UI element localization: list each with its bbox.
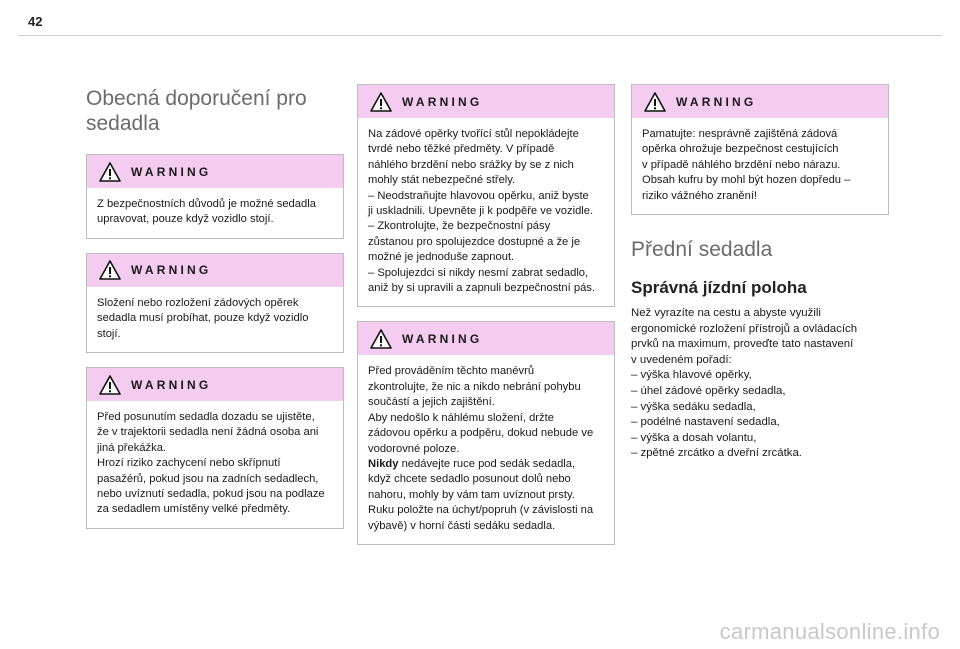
warning-text: Před posunutím sedadla dozadu se ujistěte, že v trajektorii sedadla není žádná osoba ani jiná překážka. Hrozí riziko zachycení nebo skřípnutí pasažérů, pokud jsou na zadních sedadlech, nebo uvíznutí sedadla, pokud jsou na podlaze za sedadlem umístěny velké předměty. bbox=[97, 411, 325, 516]
warning-triangle-icon bbox=[99, 260, 121, 280]
warning-header bbox=[358, 322, 614, 355]
column-3 bbox=[631, 84, 889, 462]
warning-label: WARNING bbox=[131, 377, 212, 392]
list-item: – zpětné zrcátko a dveřní zrcátka. bbox=[631, 447, 802, 460]
warning-box bbox=[357, 321, 615, 544]
subsection-title-driving-position: Správná jízdní poloha bbox=[631, 278, 807, 298]
column-2 bbox=[357, 84, 615, 559]
warning-label: WARNING bbox=[676, 94, 757, 109]
warning-label: WARNING bbox=[131, 164, 212, 179]
list-item: – výška sedáku sedadla, bbox=[631, 400, 756, 413]
list-item: – podélné nastavení sedadla, bbox=[631, 416, 780, 429]
page-number: 42 bbox=[28, 14, 43, 29]
warning-header bbox=[87, 254, 343, 287]
warning-text: Složení nebo rozložení zádových opěrek sedadla musí probíhat, pouze když vozidlo stojí. bbox=[97, 296, 309, 340]
watermark: carmanualsonline.info bbox=[719, 619, 940, 644]
warning-box bbox=[86, 253, 344, 353]
emphasis-word: Nikdy bbox=[368, 457, 399, 470]
list-item: – úhel zádové opěrky sedadla, bbox=[631, 385, 786, 397]
warning-header bbox=[632, 85, 888, 118]
list-item: – výška a dosah volantu, bbox=[631, 431, 757, 444]
warning-header bbox=[87, 368, 343, 401]
intro-paragraph: Než vyrazíte na cestu a abyste využili ergonomické rozložení přístrojů a ovládacích prvků na maximum, proveďte tato nastavení v uvedeném pořadí: – výška hlavové opěrky, – úhel zádové opěrky sedadla, – výška sedáku sedadla, – podélné nastavení sedadla, – výška a dosah volantu, – zpětné zrcátko a dveřní zrcátka. bbox=[631, 307, 858, 460]
warning-text: Před prováděním těchto manévrů zkontrolujte, že nic a nikdo nebrání pohybu součástí a jejich zajištění. Aby nedošlo k náhlému složení, držte zádovou opěrku a podpěru, dokud nebude ve vodorovné poloze. Nikdy nedávejte ruce pod sedák sedadla, když chcete sedadlo posunout dolů nebo nahoru, mohly by vám tam uvíznout prsty. Ruku položte na úchyt/popruh (v závislosti na výbavě) v horní části sedáku sedadla. bbox=[368, 365, 594, 532]
section-title-front-seats: Přední sedadla bbox=[631, 238, 773, 262]
section-title-general: Obecná doporučení pro sedadla bbox=[86, 87, 307, 135]
warning-header bbox=[358, 85, 614, 118]
warning-triangle-icon bbox=[99, 375, 121, 395]
warning-triangle-icon bbox=[370, 329, 392, 349]
warning-text: Z bezpečnostních důvodů je možné sedadla upravovat, pouze když vozidlo stojí. bbox=[97, 198, 316, 226]
list-item: – výška hlavové opěrky, bbox=[631, 369, 752, 382]
warning-box bbox=[357, 84, 615, 307]
warning-triangle-icon bbox=[644, 92, 666, 112]
warning-header bbox=[87, 155, 343, 188]
warning-text: Na zádové opěrky tvořící stůl nepokládejte tvrdé nebo těžké předměty. V případě náhlého brzdění nebo srážky by se z nich mohly stát nebezpečné střely. – Neodstraňujte hlavovou opěrku, aniž byste ji uskladnili. Upevněte ji k podpěře ve vozidle. – Zkontrolujte, že bezpečnostní pásy zůstanou pro spolujezdce dostupné a že je možné je jednoduše zapnout. – Spolujezdci si nikdy nesmí zabrat sedadlo, aniž by si upravili a zapnuli bezpečnostní pás. bbox=[368, 128, 595, 295]
warning-box bbox=[631, 84, 889, 215]
warning-label: WARNING bbox=[131, 263, 212, 278]
warning-label: WARNING bbox=[402, 94, 483, 109]
warning-label: WARNING bbox=[402, 331, 483, 346]
warning-text: Pamatujte: nesprávně zajištěná zádová opěrka ohrožuje bezpečnost cestujících v případě náhlého brzdění nebo nárazu. Obsah kufru by mohl být hozen dopředu – riziko vážného zranění! bbox=[642, 128, 851, 202]
warning-box bbox=[86, 154, 344, 239]
warning-triangle-icon bbox=[370, 92, 392, 112]
column-1 bbox=[86, 80, 344, 543]
header-divider bbox=[18, 35, 942, 36]
warning-triangle-icon bbox=[99, 162, 121, 182]
warning-box bbox=[86, 367, 344, 529]
